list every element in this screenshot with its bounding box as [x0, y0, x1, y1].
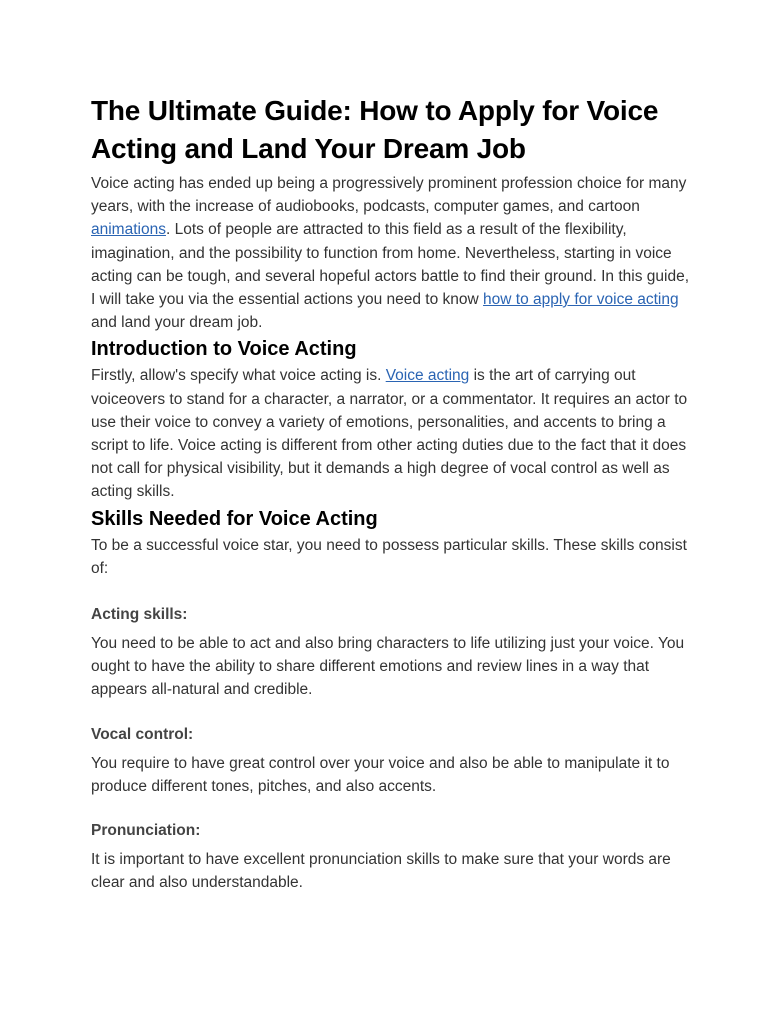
animations-link[interactable]: animations — [91, 221, 166, 239]
introduction-text-1: Firstly, allow's specify what voice acting is. — [91, 367, 386, 385]
page-title: The Ultimate Guide: How to Apply for Voice Acting and Land Your Dream Job — [91, 95, 659, 164]
intro-text-3: and land your dream job. — [91, 314, 263, 332]
intro-text-2: . Lots of people are attracted to this field as a result of the flexibility, imagination, and the possibility to function from home. Nevertheless, starting in voice acting can be tough, and several hopeful actors battle to find their ground. In this guide, I will take you via the essential actions you need to know — [91, 221, 690, 309]
skill-heading-acting: Acting skills: — [91, 606, 188, 624]
voice-acting-link[interactable]: Voice acting — [385, 367, 470, 385]
skill-heading-pronunciation: Pronunciation: — [91, 822, 201, 840]
introduction-text-2: is the art of carrying out voiceovers to stand for a character, a narrator, or a commentator. It requires an actor to use their voice to convey a variety of emotions, personalities, and accents to bring a script to life. Voice acting is different from other acting duties due to the fact that it does not call for physical visibility, but it demands a high degree of vocal control as well as acting skills. — [91, 367, 688, 501]
how-to-apply-link[interactable]: how to apply for voice acting — [483, 291, 679, 309]
skills-intro-paragraph: To be a successful voice star, you need to possess particular skills. These skills consist of: — [91, 536, 687, 577]
document-page — [91, 92, 691, 894]
skill-text-pronunciation: It is important to have excellent pronunciation skills to make sure that your words are clear and also understandable. — [91, 851, 671, 892]
section-heading-introduction: Introduction to Voice Acting — [91, 338, 357, 361]
skill-text-vocal-control: You require to have great control over your voice and also be able to manipulate it to produce different tones, pitches, and also accents. — [91, 754, 670, 795]
introduction-paragraph — [91, 364, 691, 503]
intro-paragraph — [91, 172, 691, 334]
intro-text-1: Voice acting has ended up being a progressively prominent profession choice for many years, with the increase of audiobooks, podcasts, computer games, and cartoon — [91, 175, 687, 216]
skill-text-acting: You need to be able to act and also bring characters to life utilizing just your voice. You ought to have the ability to share different emotions and review lines in a way that appears all-natural and credible. — [91, 635, 685, 699]
section-heading-skills: Skills Needed for Voice Acting — [91, 507, 378, 530]
skill-heading-vocal-control: Vocal control: — [91, 725, 194, 743]
